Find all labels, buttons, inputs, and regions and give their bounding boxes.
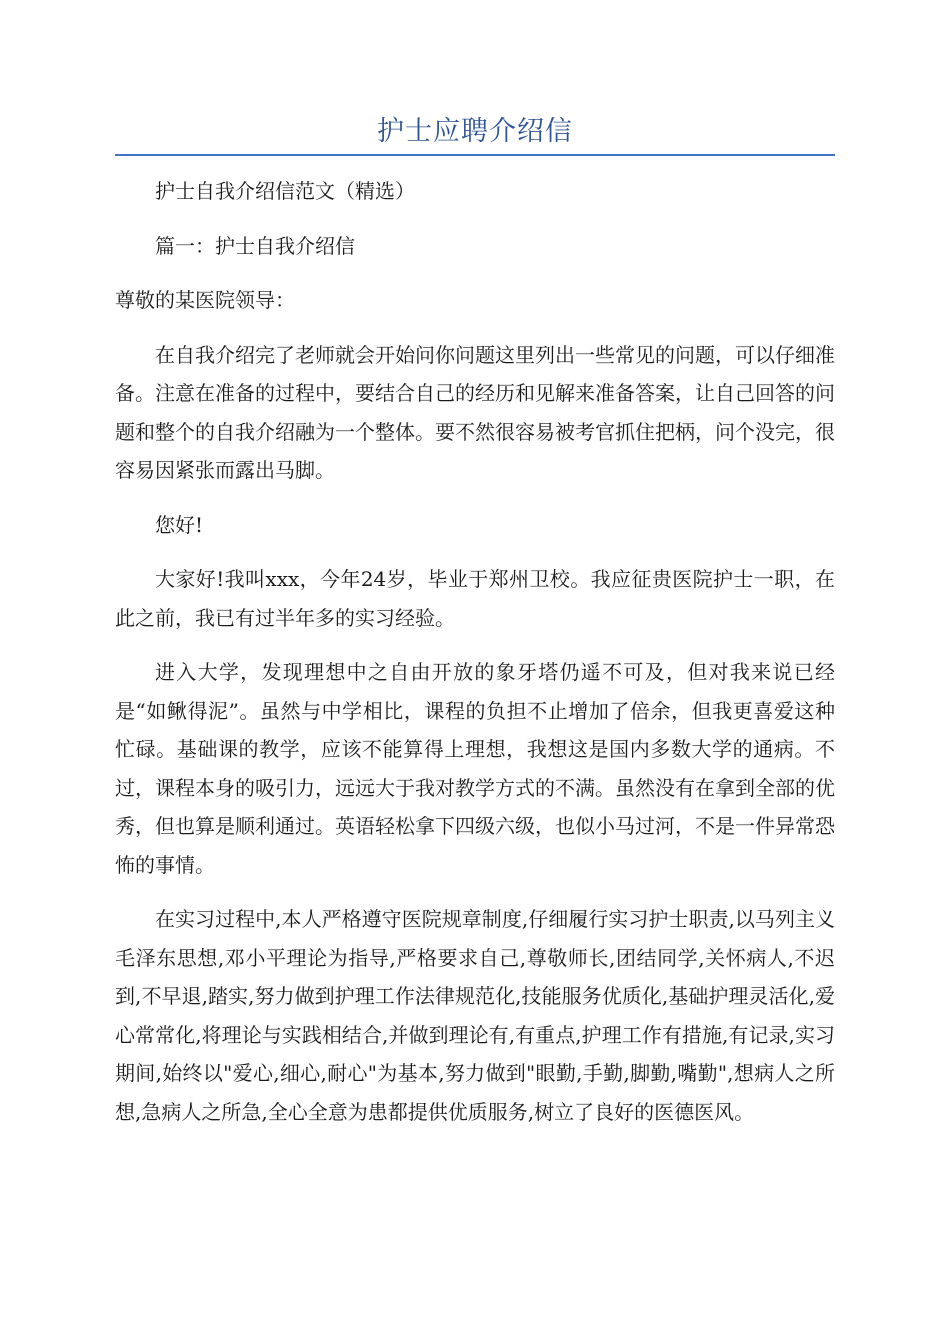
paragraph-section-heading: 篇一：护士自我介绍信 [155,233,355,258]
paragraph-university: 进入大学，发现理想中之自由开放的象牙塔仍遥不可及，但对我来说已经是“如鳅得泥”。虽然与中学相比，课程的负担不止增加了倍余，但我更喜爱这种忙碌。基础课的教学，应该不能算得上理想，我想这是国内多数大学的通病。不过，课程本身的吸引力，远远大于我对教学方式的不满。虽然没有在拿到全部的优秀，但也算是顺利通过。英语轻松拿下四级六级，也似小马过河，不是一件异常恐怖的事情。 [115,660,835,877]
paragraph-self-intro: 大家好!我叫xxx，今年24岁，毕业于郑州卫校。我应征贵医院护士一职，在此之前，我已有过半年多的实习经验。 [115,567,835,630]
paragraph-intro-note: 在自我介绍完了老师就会开始问你问题这里列出一些常见的问题，可以仔细准备。注意在准备的过程中，要结合自己的经历和见解来准备答案，让自己回答的问题和整个的自我介绍融为一个整体。要不然很容易被考官抓住把柄，问个没完，很容易因紧张而露出马脚。 [115,342,835,482]
paragraph-greeting: 您好! [155,512,204,537]
paragraph-subtitle: 护士自我介绍信范文（精选） [155,179,415,203]
title-underline [115,154,835,156]
paragraph-internship: 在实习过程中,本人严格遵守医院规章制度,仔细履行实习护士职责,以马列主义毛泽东思想,邓小平理论为指导,严格要求自己,尊敬师长,团结同学,关怀病人,不迟到,不早退,踏实,努力做到护理工作法律规范化,技能服务优质化,基础护理灵活化,爱心常常化,将理论与实践相结合,并做到理论有,有重点,护理工作有措施,有记录,实习期间,始终以"爱心,细心,耐心"为基本,努力做到"眼勤,手勤,脚勤,嘴勤",想病人之所想,急病人之所急,全心全意为患都提供优质服务,树立了良好的医德医风。 [115,907,835,1124]
document-body [115,172,835,1147]
paragraph-salutation: 尊敬的某医院领导： [115,288,295,312]
document-title: 护士应聘介绍信 [377,116,573,147]
